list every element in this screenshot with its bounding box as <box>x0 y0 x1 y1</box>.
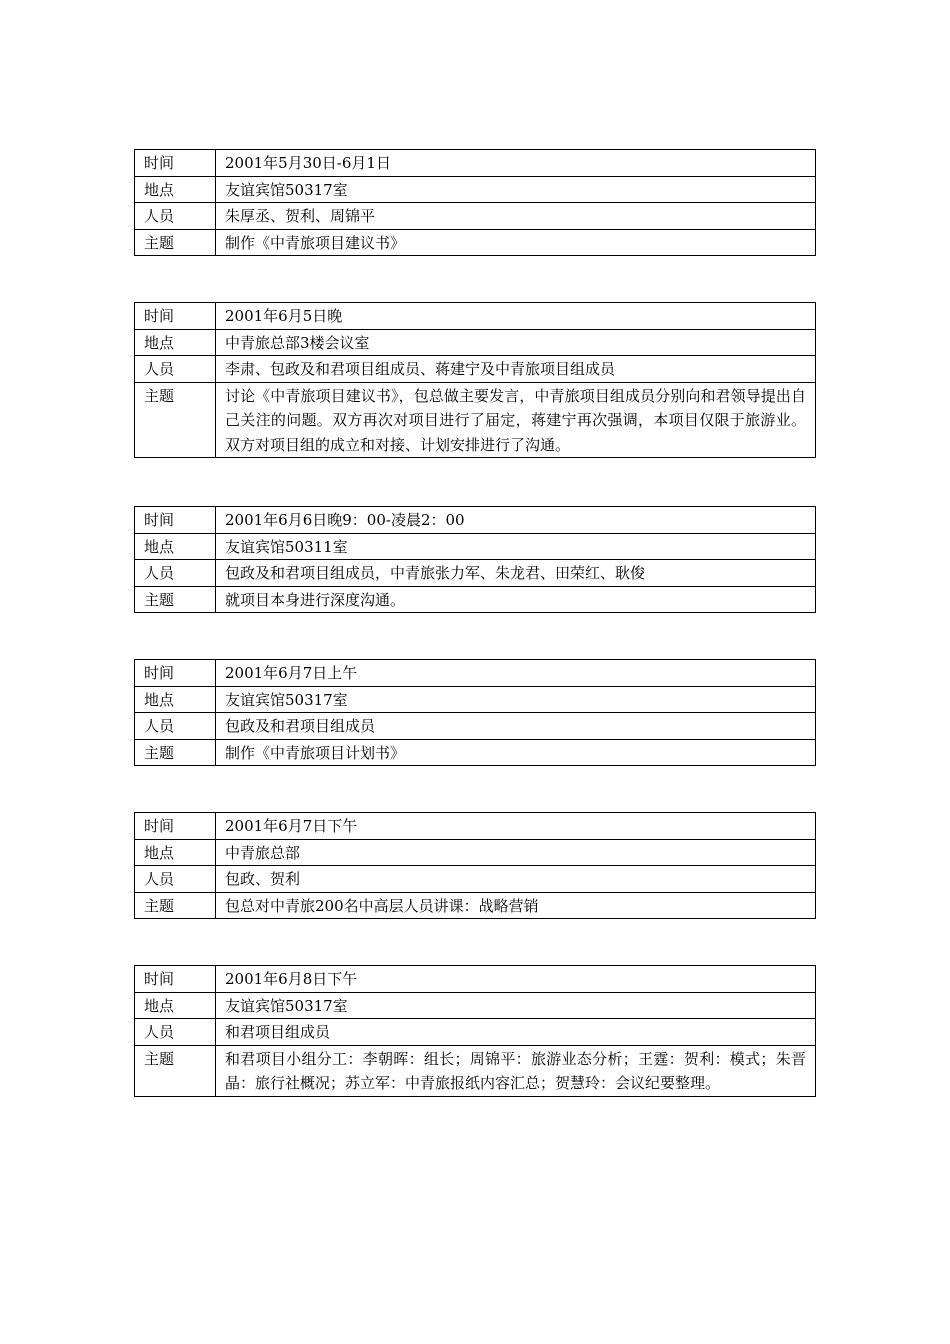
place-row <box>135 329 816 356</box>
meeting-record-table <box>134 965 816 1097</box>
topic-value: 和君项目小组分工：李朝晖：组长；周锦平：旅游业态分析；王霆：贺利：模式；朱晋晶：旅行社概况；苏立军：中青旅报纸内容汇总；贺慧玲：会议纪要整理。 <box>216 1045 816 1096</box>
people-label: 人员 <box>135 560 216 587</box>
people-label: 人员 <box>135 1019 216 1046</box>
people-value: 和君项目组成员 <box>216 1019 816 1046</box>
place-label: 地点 <box>135 686 216 713</box>
meeting-record-table <box>134 812 816 919</box>
topic-row <box>135 892 816 919</box>
place-value: 中青旅总部 <box>216 839 816 866</box>
place-label: 地点 <box>135 176 216 203</box>
time-label: 时间 <box>135 660 216 687</box>
topic-row <box>135 382 816 458</box>
time-label: 时间 <box>135 150 216 177</box>
meeting-record-table <box>134 302 816 458</box>
people-row <box>135 1019 816 1046</box>
people-value: 包政及和君项目组成员，中青旅张力军、朱龙君、田荣红、耿俊 <box>216 560 816 587</box>
place-value: 友谊宾馆50311室 <box>216 533 816 560</box>
topic-value: 就项目本身进行深度沟通。 <box>216 586 816 613</box>
people-label: 人员 <box>135 866 216 893</box>
topic-label: 主题 <box>135 382 216 458</box>
time-row <box>135 507 816 534</box>
meeting-record-table <box>134 506 816 613</box>
place-label: 地点 <box>135 533 216 560</box>
people-row <box>135 203 816 230</box>
topic-row <box>135 1045 816 1096</box>
time-row <box>135 150 816 177</box>
place-label: 地点 <box>135 329 216 356</box>
topic-label: 主题 <box>135 739 216 766</box>
meeting-record-table <box>134 149 816 256</box>
place-row <box>135 686 816 713</box>
place-value: 友谊宾馆50317室 <box>216 176 816 203</box>
time-value: 2001年6月7日下午 <box>216 813 816 840</box>
people-row <box>135 713 816 740</box>
people-row <box>135 866 816 893</box>
topic-row <box>135 229 816 256</box>
time-label: 时间 <box>135 813 216 840</box>
topic-row <box>135 586 816 613</box>
place-label: 地点 <box>135 839 216 866</box>
topic-label: 主题 <box>135 586 216 613</box>
time-label: 时间 <box>135 303 216 330</box>
people-label: 人员 <box>135 713 216 740</box>
time-label: 时间 <box>135 966 216 993</box>
place-value: 友谊宾馆50317室 <box>216 992 816 1019</box>
meeting-record-table <box>134 659 816 766</box>
time-label: 时间 <box>135 507 216 534</box>
time-value: 2001年6月5日晚 <box>216 303 816 330</box>
people-value: 朱厚丞、贺利、周锦平 <box>216 203 816 230</box>
time-value: 2001年6月7日上午 <box>216 660 816 687</box>
place-row <box>135 533 816 560</box>
place-row <box>135 992 816 1019</box>
time-value: 2001年5月30日-6月1日 <box>216 150 816 177</box>
time-row <box>135 303 816 330</box>
people-row <box>135 356 816 383</box>
people-label: 人员 <box>135 203 216 230</box>
topic-value: 制作《中青旅项目建议书》 <box>216 229 816 256</box>
place-value: 中青旅总部3楼会议室 <box>216 329 816 356</box>
topic-value: 制作《中青旅项目计划书》 <box>216 739 816 766</box>
time-row <box>135 813 816 840</box>
people-label: 人员 <box>135 356 216 383</box>
time-row <box>135 966 816 993</box>
people-value: 包政、贺利 <box>216 866 816 893</box>
topic-label: 主题 <box>135 1045 216 1096</box>
place-row <box>135 839 816 866</box>
time-row <box>135 660 816 687</box>
place-label: 地点 <box>135 992 216 1019</box>
topic-row <box>135 739 816 766</box>
place-row <box>135 176 816 203</box>
people-value: 李肃、包政及和君项目组成员、蒋建宁及中青旅项目组成员 <box>216 356 816 383</box>
topic-value: 包总对中青旅200名中高层人员讲课：战略营销 <box>216 892 816 919</box>
place-value: 友谊宾馆50317室 <box>216 686 816 713</box>
time-value: 2001年6月6日晚9：00-凌晨2：00 <box>216 507 816 534</box>
topic-value: 讨论《中青旅项目建议书》，包总做主要发言，中青旅项目组成员分别向和君领导提出自己关注的问题。双方再次对项目进行了届定，蒋建宁再次强调，本项目仅限于旅游业。双方对项目组的成立和对接、计划安排进行了沟通。 <box>216 382 816 458</box>
time-value: 2001年6月8日下午 <box>216 966 816 993</box>
topic-label: 主题 <box>135 892 216 919</box>
topic-label: 主题 <box>135 229 216 256</box>
people-value: 包政及和君项目组成员 <box>216 713 816 740</box>
people-row <box>135 560 816 587</box>
